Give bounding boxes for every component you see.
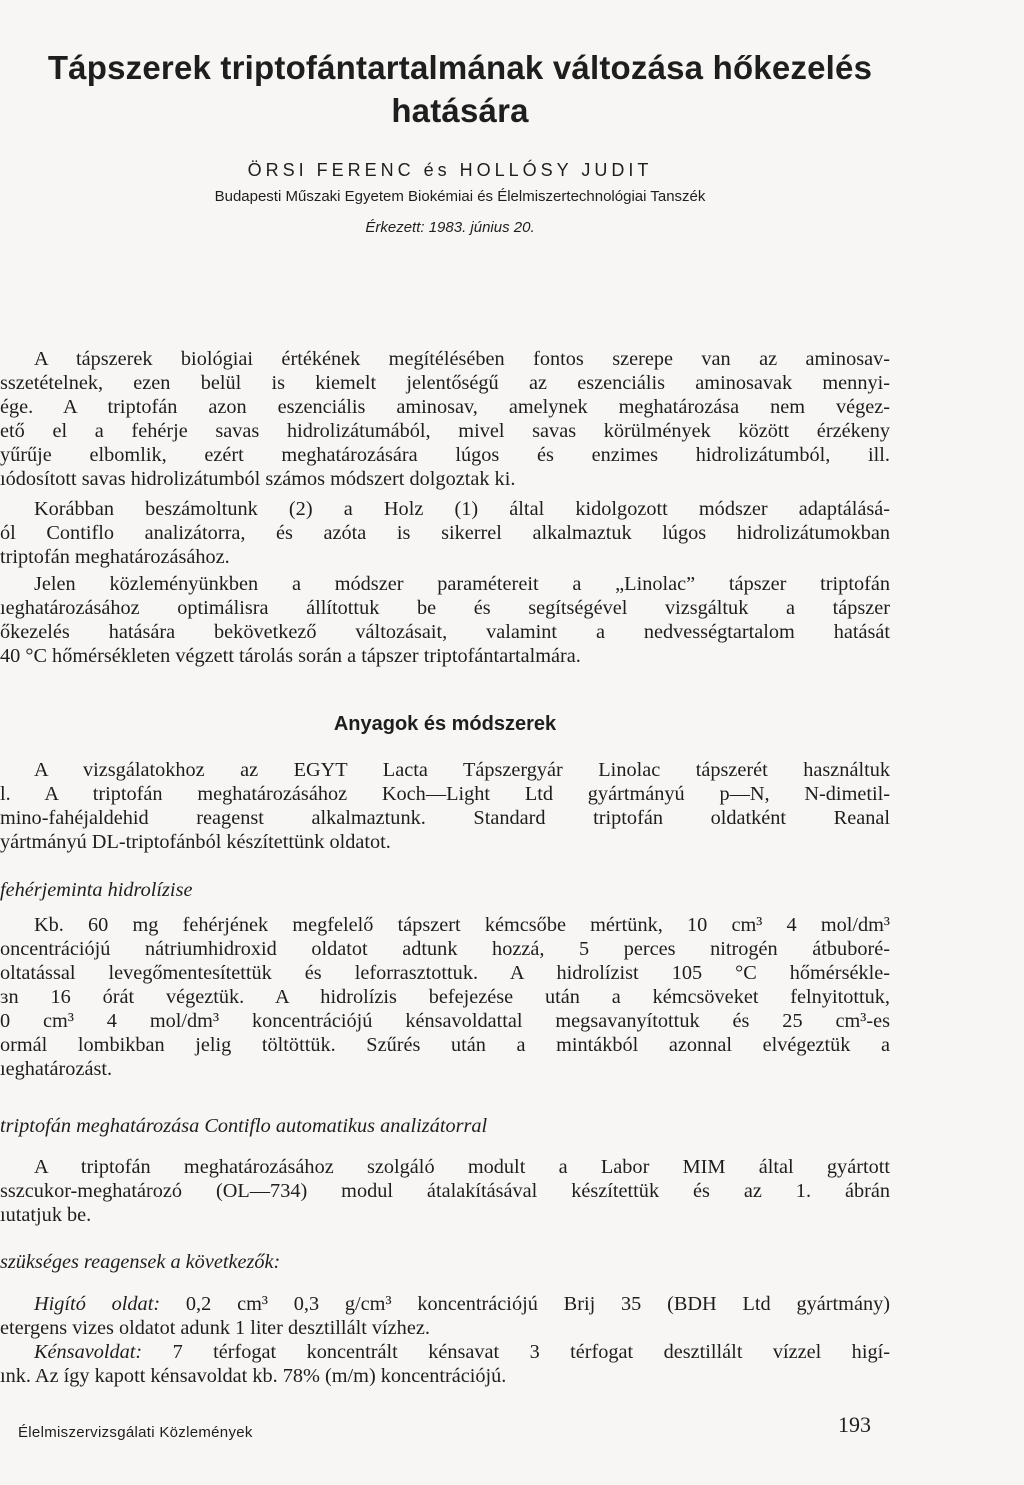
article-title xyxy=(30,46,890,132)
methods-paragraph-1 xyxy=(0,758,890,854)
reagents-list xyxy=(0,1292,890,1388)
received-date: Érkezett: 1983. június 20. xyxy=(365,219,535,236)
text-line: yártmányú DL-triptofánból készítettünk oldatot. xyxy=(0,831,391,853)
article-title-line-1: Tápszerek triptofántartalmának változása hőkezelés xyxy=(47,49,873,86)
text-line: mino-fahéjaldehid reagenst alkalmaztunk. Standard triptofán oldatként Reanal xyxy=(0,807,890,829)
subheading-contiflo-analysis: triptofán meghatározása Contiflo automatikus analizátorral xyxy=(0,1115,488,1137)
reagent-text: 7 térfogat koncentrált kénsavat 3 térfogat desztillált vízzel higí- xyxy=(142,1341,890,1363)
text-line: triptofán meghatározásához. xyxy=(0,546,230,568)
journal-name: Élelmiszervizsgálati Közlemények xyxy=(18,1424,253,1441)
text-line: A vizsgálatokhoz az EGYT Lacta Tápszergyár Linolac tápszerét használtuk xyxy=(34,759,890,781)
text-line: Jelen közleményünkben a módszer paramétereit a „Linolac” tápszer triptofán xyxy=(34,573,890,595)
text-line: sszetételnek, ezen belül is kiemelt jelentőségű az eszenciális aminosavak mennyi- xyxy=(0,372,890,394)
reagent-label: Kénsavoldat: xyxy=(34,1341,143,1363)
text-line: ıeghatározásához optimálisra állítottuk be és segítségével vizsgáltuk a tápszer xyxy=(0,597,890,619)
section-heading-methods: Anyagok és módszerek xyxy=(333,713,557,735)
authors: ÖRSI FERENC és HOLLÓSY JUDIT xyxy=(247,160,653,180)
text-line: Korábban beszámoltunk (2) a Holz (1) által kidolgozott módszer adaptálásá- xyxy=(34,498,890,520)
text-line: Kb. 60 mg fehérjének megfelelő tápszert kémcsőbe mértünk, 10 cm³ 4 mol/dm³ xyxy=(34,914,890,936)
text-line: etergens vizes oldatot adunk 1 liter desztillált vízhez. xyxy=(0,1317,430,1339)
reagent-label: Higító oldat: xyxy=(34,1293,161,1315)
text-line: ormál lombikban jelig töltöttük. Szűrés után a mintákból azonnal elvégeztük a xyxy=(0,1034,890,1056)
reagent-line xyxy=(0,1340,890,1364)
article-title-line-2: hatására xyxy=(391,92,529,129)
text-line: A tápszerek biológiai értékének megítélésében fontos szerepe van az aminosav- xyxy=(34,348,890,370)
text-line: őkezelés hatására bekövetkező változásait, valamint a nedvességtartalom hatását xyxy=(0,621,890,643)
text-line: ıutatjuk be. xyxy=(0,1204,92,1226)
text-line: l. A triptofán meghatározásához Koch—Light Ltd gyártmányú p—N, N-dimetil- xyxy=(0,783,890,805)
methods-paragraph-2 xyxy=(0,913,890,1081)
reagent-text: 0,2 cm³ 0,3 g/cm³ koncentrációjú Brij 35 (BDH Ltd gyártmány) xyxy=(160,1293,890,1315)
text-line: ınk. Az így kapott kénsavoldat kb. 78% (m/m) koncentrációjú. xyxy=(0,1365,507,1387)
text-line: ɜn 16 órát végeztük. A hidrolízis befejezése után a kémcsöveket felnyitottuk, xyxy=(0,986,890,1008)
text-line: oltatással levegőmentesítettük és leforrasztottuk. A hidrolízist 105 °C hőmérsékle- xyxy=(0,962,890,984)
text-line: A triptofán meghatározásához szolgáló modult a Labor MIM által gyártott xyxy=(34,1156,890,1178)
text-line: ıeghatározást. xyxy=(0,1058,113,1080)
intro-paragraph-2 xyxy=(0,497,890,569)
intro-paragraph-3 xyxy=(0,572,890,668)
text-line: ól Contiflo analizátorra, és azóta is sikerrel alkalmaztuk lúgos hidrolizátumokban xyxy=(0,522,890,544)
text-line: 0 cm³ 4 mol/dm³ koncentrációjú kénsavoldattal megsavanyítottuk és 25 cm³-es xyxy=(0,1010,890,1032)
text-line: ége. A triptofán azon eszenciális aminosav, amelynek meghatározása nem végez- xyxy=(0,396,890,418)
affiliation: Budapesti Műszaki Egyetem Biokémiai és Élelmiszertechnológiai Tanszék xyxy=(214,188,706,205)
methods-paragraph-3 xyxy=(0,1155,890,1227)
text-line: yűrűje elbomlik, ezért meghatározására lúgos és enzimes hidrolizátumból, ill. xyxy=(0,444,890,466)
subheading-reagents: szükséges reagensek a következők: xyxy=(0,1251,281,1273)
reagent-line xyxy=(0,1292,890,1316)
intro-paragraph-1 xyxy=(0,347,890,491)
text-line: ető el a fehérje savas hidrolizátumából, mivel savas körülmények között érzékeny xyxy=(0,420,890,442)
text-line: sszcukor-meghatározó (OL—734) modul átalakításával készítettük és az 1. ábrán xyxy=(0,1180,890,1202)
text-line: oncentrációjú nátriumhidroxid oldatot adtunk hozzá, 5 perces nitrogén átbuboré- xyxy=(0,938,890,960)
page-number: 193 xyxy=(838,1412,871,1437)
text-line: 40 °C hőmérsékleten végzett tárolás során a tápszer triptofántartalmára. xyxy=(0,645,581,667)
text-line: ıódosított savas hidrolizátumból számos módszert dolgoztak ki. xyxy=(0,468,516,490)
subheading-protein-hydrolysis: fehérjeminta hidrolízise xyxy=(0,879,193,901)
